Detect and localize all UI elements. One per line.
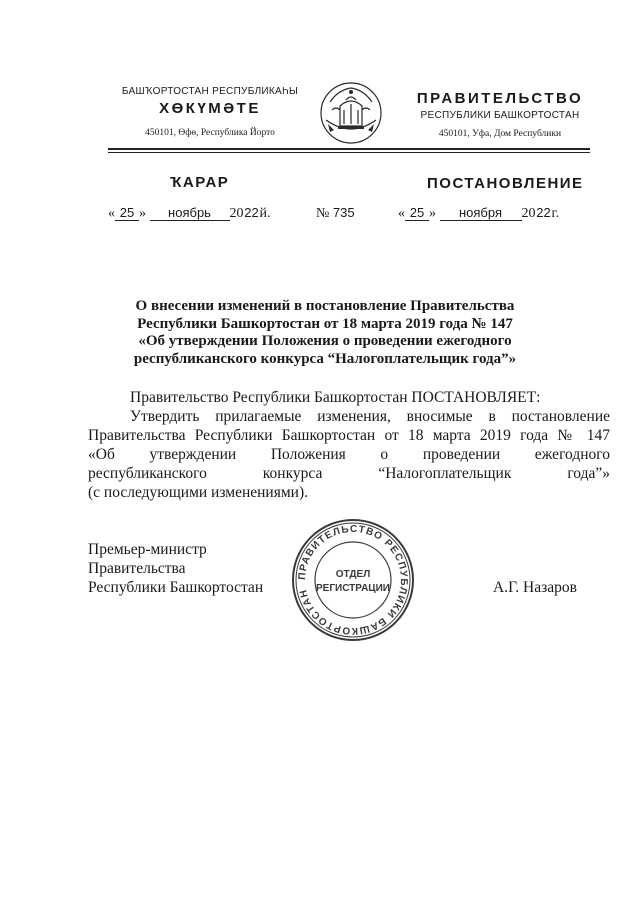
header-rule-thin xyxy=(108,152,590,153)
date-right-month: ноября xyxy=(440,205,522,221)
date-left-month: ноябрь xyxy=(150,205,230,221)
emblem-icon xyxy=(318,80,384,146)
signatory-position xyxy=(88,540,263,597)
body-line-1: Правительство Республики Башкортостан ПОСТАНОВЛЯЕТ: xyxy=(130,389,541,406)
signatory-name: А.Г. Назаров xyxy=(493,579,577,596)
body-line-2: Утвердить прилагаемые изменения, вносимые в постановление xyxy=(130,408,610,425)
title-line-4: республиканского конкурса “Налогоплательщик года”» xyxy=(133,350,517,367)
decree-title-bashkir: ҠАРАР xyxy=(170,174,230,191)
date-right-day: 25 xyxy=(405,205,429,221)
document-title xyxy=(100,298,550,368)
position-line-1: Премьер-министр xyxy=(88,541,207,558)
header-left-line1: БАШҠОРТОСТАН РЕСПУБЛИКАҺЫ xyxy=(121,86,299,97)
number-value: 735 xyxy=(332,205,355,220)
header-right-line2: РЕСПУБЛИКИ БАШКОРТОСТАН xyxy=(420,110,580,121)
header-right-line1: ПРАВИТЕЛЬСТВО xyxy=(416,90,584,107)
stamp-center-line-2: РЕГИСТРАЦИИ xyxy=(316,583,390,594)
number-label: № xyxy=(316,206,330,221)
date-left-year-prefix: 20 xyxy=(229,206,244,221)
position-line-2: Правительства xyxy=(88,560,186,577)
date-right-year-suffix: 22 xyxy=(536,205,551,220)
date-right-year-word: г. xyxy=(551,206,560,221)
svg-text:ПРАВИТЕЛЬСТВО РЕСПУБЛИКИ БАШКО xyxy=(297,524,409,636)
body-line-6: (с последующими изменениями). xyxy=(88,484,308,501)
header-rule xyxy=(108,148,590,150)
body-line-4: «Об утверждении Положения о проведении ежегодного xyxy=(88,446,610,463)
date-left-year-suffix: 22 xyxy=(244,205,259,220)
title-line-1: О внесении изменений в постановление Правительства xyxy=(135,298,515,314)
position-line-3: Республики Башкортостан xyxy=(88,579,264,596)
date-left-year-word: й. xyxy=(259,206,271,221)
decree-date-left: « 25 » ноябрь 2022й. xyxy=(108,205,271,221)
stamp-center-line-1: ОТДЕЛ xyxy=(335,569,371,580)
date-left-day: 25 xyxy=(115,205,139,221)
republic-emblem xyxy=(318,80,384,146)
stamp-ring-text: ПРАВИТЕЛЬСТВО РЕСПУБЛИКИ БАШКОРТОСТАН xyxy=(296,523,410,637)
body-line-5: республиканского конкурса “Налогоплательщик года”» xyxy=(88,465,610,482)
header-right-address: 450101, Уфа, Дом Республики xyxy=(438,129,562,139)
body-line-3: Правительства Республики Башкортостан от 18 марта 2019 года № 147 xyxy=(88,427,610,444)
header-left-address: 450101, Өфө, Республика Йорто xyxy=(145,128,275,138)
date-right-year-prefix: 20 xyxy=(521,206,536,221)
header-left-line2: ХӨКҮМӘТЕ xyxy=(159,100,261,117)
decree-title-russian: ПОСТАНОВЛЕНИЕ xyxy=(427,175,584,192)
decree-date-right: « 25 » ноября 2022г. xyxy=(398,205,560,221)
title-line-3: «Об утверждении Положения о проведении ежегодного xyxy=(138,333,512,349)
registration-stamp xyxy=(288,515,418,645)
decree-number xyxy=(316,205,355,222)
title-line-2: Республики Башкортостан от 18 марта 2019 года № 147 xyxy=(137,315,513,332)
stamp-seal-icon xyxy=(288,515,418,645)
